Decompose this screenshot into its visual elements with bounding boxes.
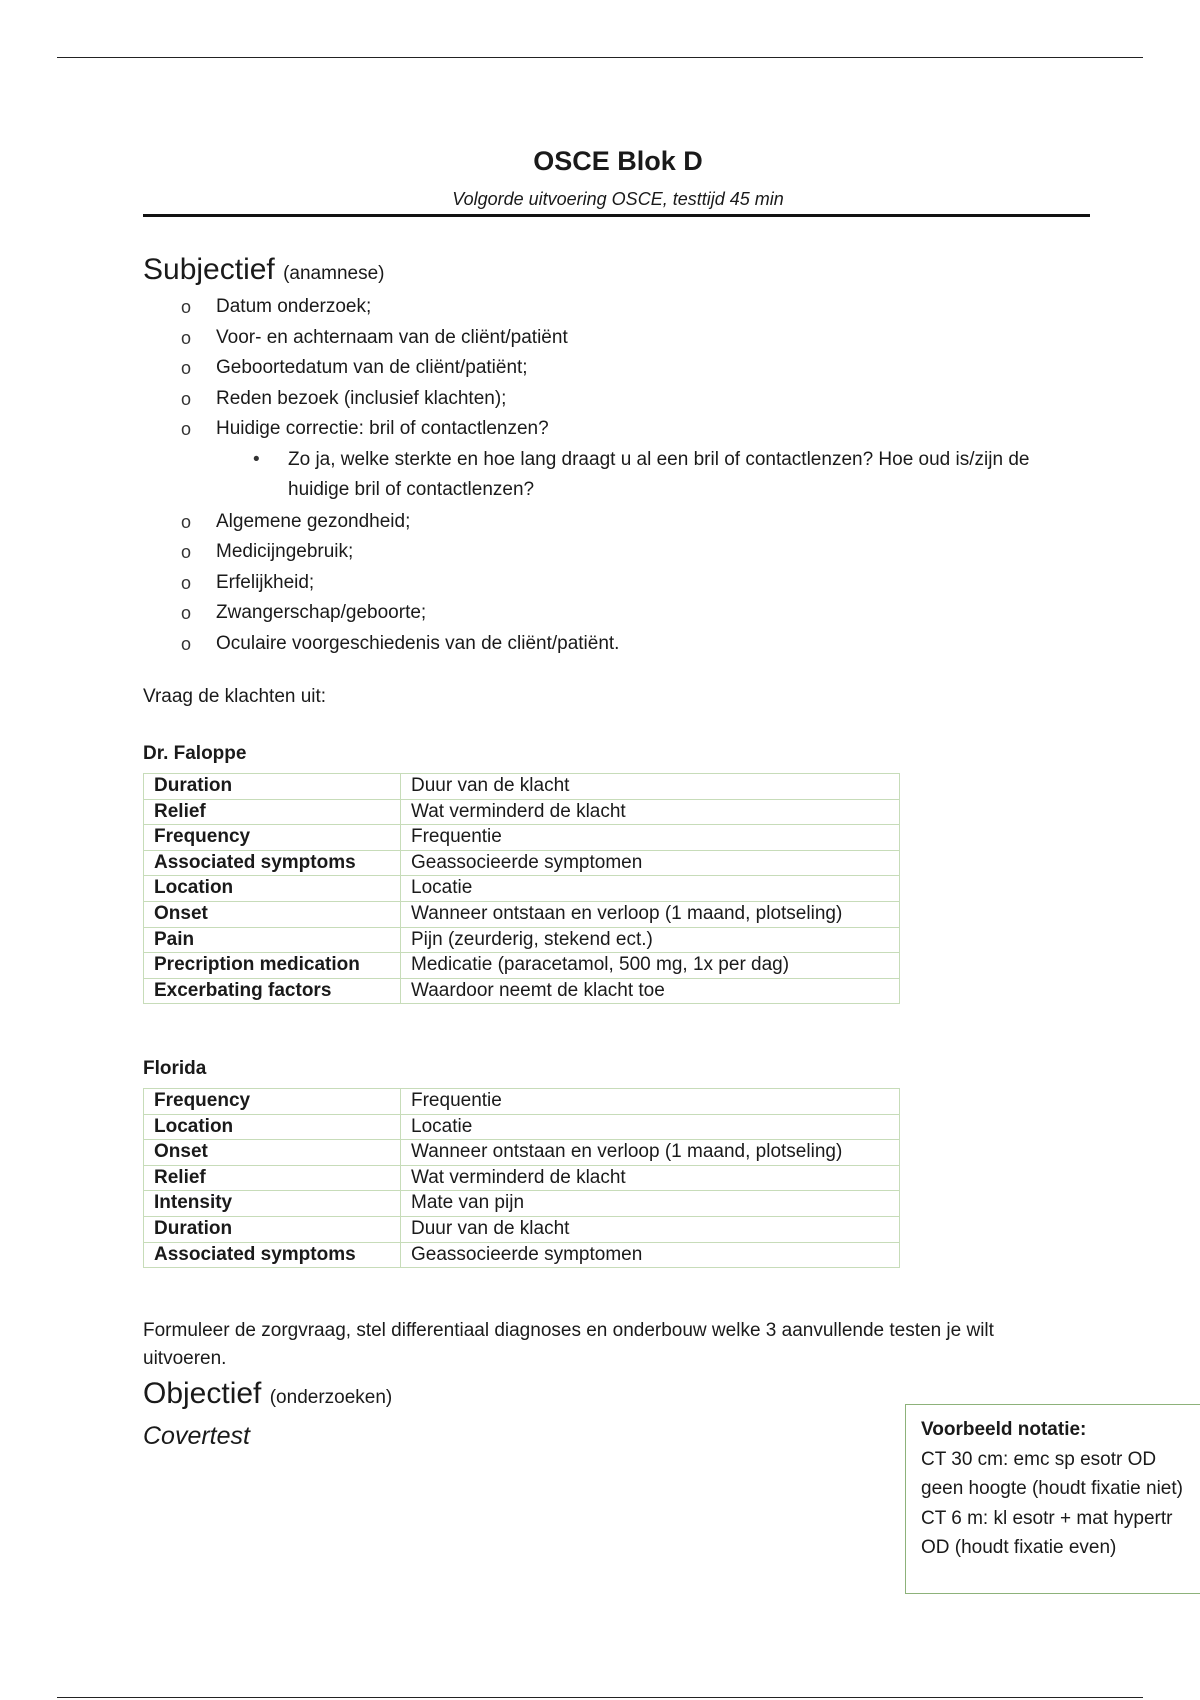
- table-key-cell: Frequency: [144, 825, 401, 851]
- table-row: [144, 1191, 900, 1217]
- table-row: [144, 774, 900, 800]
- table-key-cell: Frequency: [144, 1089, 401, 1115]
- table-key-cell: Duration: [144, 774, 401, 800]
- disc-bullet-icon: •: [253, 448, 260, 470]
- circle-bullet-icon: o: [181, 358, 192, 378]
- list-item-text: Oculaire voorgeschiedenis van de cliënt/patiënt.: [216, 632, 620, 654]
- list-item: [143, 598, 1083, 629]
- table-value-cell: Mate van pijn: [401, 1191, 900, 1217]
- list-item-text: Medicijngebruik;: [216, 541, 354, 562]
- list-item: [143, 507, 1083, 538]
- list-item: [143, 384, 1083, 415]
- table-key-cell: Location: [144, 1114, 401, 1140]
- table-key-cell: Pain: [144, 927, 401, 953]
- table-value-cell: Locatie: [401, 1114, 900, 1140]
- example-notation-title: Voorbeeld notatie:: [921, 1419, 1087, 1440]
- example-notation-line: CT 30 cm: emc sp esotr OD geen hoogte (houdt fixatie niet): [921, 1448, 1183, 1499]
- faloppe-table: [143, 773, 900, 1004]
- page-top-rule: [57, 57, 1143, 58]
- table-key-cell: Onset: [144, 1140, 401, 1166]
- table-key-cell: Precription medication: [144, 953, 401, 979]
- subjectief-heading: [143, 253, 384, 287]
- table-row: [144, 978, 900, 1004]
- table-value-cell: Locatie: [401, 876, 900, 902]
- ask-complaints-text: Vraag de klachten uit:: [143, 686, 327, 707]
- list-item-text: Algemene gezondheid;: [216, 510, 411, 532]
- circle-bullet-icon: o: [181, 542, 192, 562]
- circle-bullet-icon: o: [181, 327, 192, 348]
- table-row: [144, 927, 900, 953]
- list-item-text: Voor- en achternaam van de cliënt/patiënt: [216, 326, 568, 348]
- circle-bullet-icon: o: [181, 511, 192, 532]
- circle-bullet-icon: o: [181, 603, 192, 623]
- document-title: OSCE Blok D: [533, 146, 703, 176]
- table-row: [144, 1114, 900, 1140]
- title-divider: [143, 214, 1090, 217]
- table-value-cell: Waardoor neemt de klacht toe: [401, 978, 900, 1004]
- page-bottom-rule: [57, 1697, 1143, 1698]
- table-key-cell: Excerbating factors: [144, 978, 401, 1004]
- table-value-cell: Wanneer ontstaan en verloop (1 maand, plotseling): [401, 1140, 900, 1166]
- table-value-cell: Wat verminderd de klacht: [401, 799, 900, 825]
- table-key-cell: Relief: [144, 1165, 401, 1191]
- list-item-text: Datum onderzoek;: [216, 296, 372, 317]
- table-row: [144, 1216, 900, 1242]
- table-value-cell: Duur van de klacht: [401, 1216, 900, 1242]
- table-key-cell: Relief: [144, 799, 401, 825]
- circle-bullet-icon: o: [181, 572, 192, 593]
- table-value-cell: Duur van de klacht: [401, 774, 900, 800]
- table-row: [144, 825, 900, 851]
- document-subtitle: Volgorde uitvoering OSCE, testtijd 45 min: [452, 189, 784, 209]
- list-item: [143, 323, 1083, 354]
- circle-bullet-icon: o: [181, 633, 192, 654]
- table-value-cell: Wat verminderd de klacht: [401, 1165, 900, 1191]
- table-row: [144, 850, 900, 876]
- table-value-cell: Medicatie (paracetamol, 500 mg, 1x per dag): [401, 953, 900, 979]
- florida-table: [143, 1088, 900, 1268]
- table-value-cell: Frequentie: [401, 825, 900, 851]
- covertest-heading: Covertest: [143, 1422, 250, 1450]
- table-value-cell: Geassocieerde symptomen: [401, 850, 900, 876]
- list-item-text: Zwangerschap/geboorte;: [216, 602, 427, 623]
- table-row: [144, 876, 900, 902]
- objectief-heading-note: (onderzoeken): [269, 1387, 393, 1408]
- subjectief-heading-note: (anamnese): [283, 263, 385, 284]
- circle-bullet-icon: o: [181, 419, 192, 439]
- table-row: [144, 953, 900, 979]
- anamnese-list: [143, 292, 1083, 659]
- table-key-cell: Intensity: [144, 1191, 401, 1217]
- circle-bullet-icon: o: [181, 388, 192, 409]
- table-key-cell: Location: [144, 876, 401, 902]
- florida-heading: Florida: [143, 1058, 207, 1079]
- objectief-heading: [143, 1377, 392, 1411]
- list-item-text: Reden bezoek (inclusief klachten);: [216, 387, 507, 409]
- table-row: [144, 1165, 900, 1191]
- table-value-cell: Pijn (zeurderig, stekend ect.): [401, 927, 900, 953]
- list-item: [143, 414, 1083, 445]
- circle-bullet-icon: o: [181, 297, 192, 317]
- list-item-text: Huidige correctie: bril of contactlenzen?: [216, 418, 549, 439]
- table-key-cell: Duration: [144, 1216, 401, 1242]
- list-item: [143, 353, 1083, 384]
- list-item-text: Erfelijkheid;: [216, 571, 315, 593]
- table-row: [144, 1242, 900, 1268]
- list-item: [143, 292, 1083, 323]
- formulate-instruction-text: Formuleer de zorgvraag, stel differentiaal diagnoses en onderbouw welke 3 aanvullende testen je wilt uitvoeren.: [143, 1320, 994, 1369]
- list-item: [143, 629, 1083, 660]
- faloppe-heading: Dr. Faloppe: [143, 743, 247, 764]
- table-value-cell: Wanneer ontstaan en verloop (1 maand, plotseling): [401, 901, 900, 927]
- list-item: [143, 537, 1083, 568]
- subjectief-heading-text: Subjectief: [143, 253, 275, 286]
- table-row: [144, 1089, 900, 1115]
- table-row: [144, 901, 900, 927]
- sub-list-item-text: Zo ja, welke sterkte en hoe lang draagt u al een bril of contactlenzen? Hoe oud is/zijn de huidige bril of contactlenzen?: [288, 448, 1030, 500]
- list-item: [143, 568, 1083, 599]
- objectief-heading-text: Objectief: [143, 1377, 262, 1410]
- table-key-cell: Associated symptoms: [144, 850, 401, 876]
- table-row: [144, 799, 900, 825]
- sub-list-item: [143, 445, 1083, 507]
- table-value-cell: Geassocieerde symptomen: [401, 1242, 900, 1268]
- table-row: [144, 1140, 900, 1166]
- table-value-cell: Frequentie: [401, 1089, 900, 1115]
- list-item-text: Geboortedatum van de cliënt/patiënt;: [216, 357, 528, 378]
- table-key-cell: Onset: [144, 901, 401, 927]
- example-notation-box: [905, 1404, 1200, 1594]
- example-notation-line: CT 6 m: kl esotr + mat hypertr OD (houdt fixatie even): [921, 1507, 1173, 1558]
- table-key-cell: Associated symptoms: [144, 1242, 401, 1268]
